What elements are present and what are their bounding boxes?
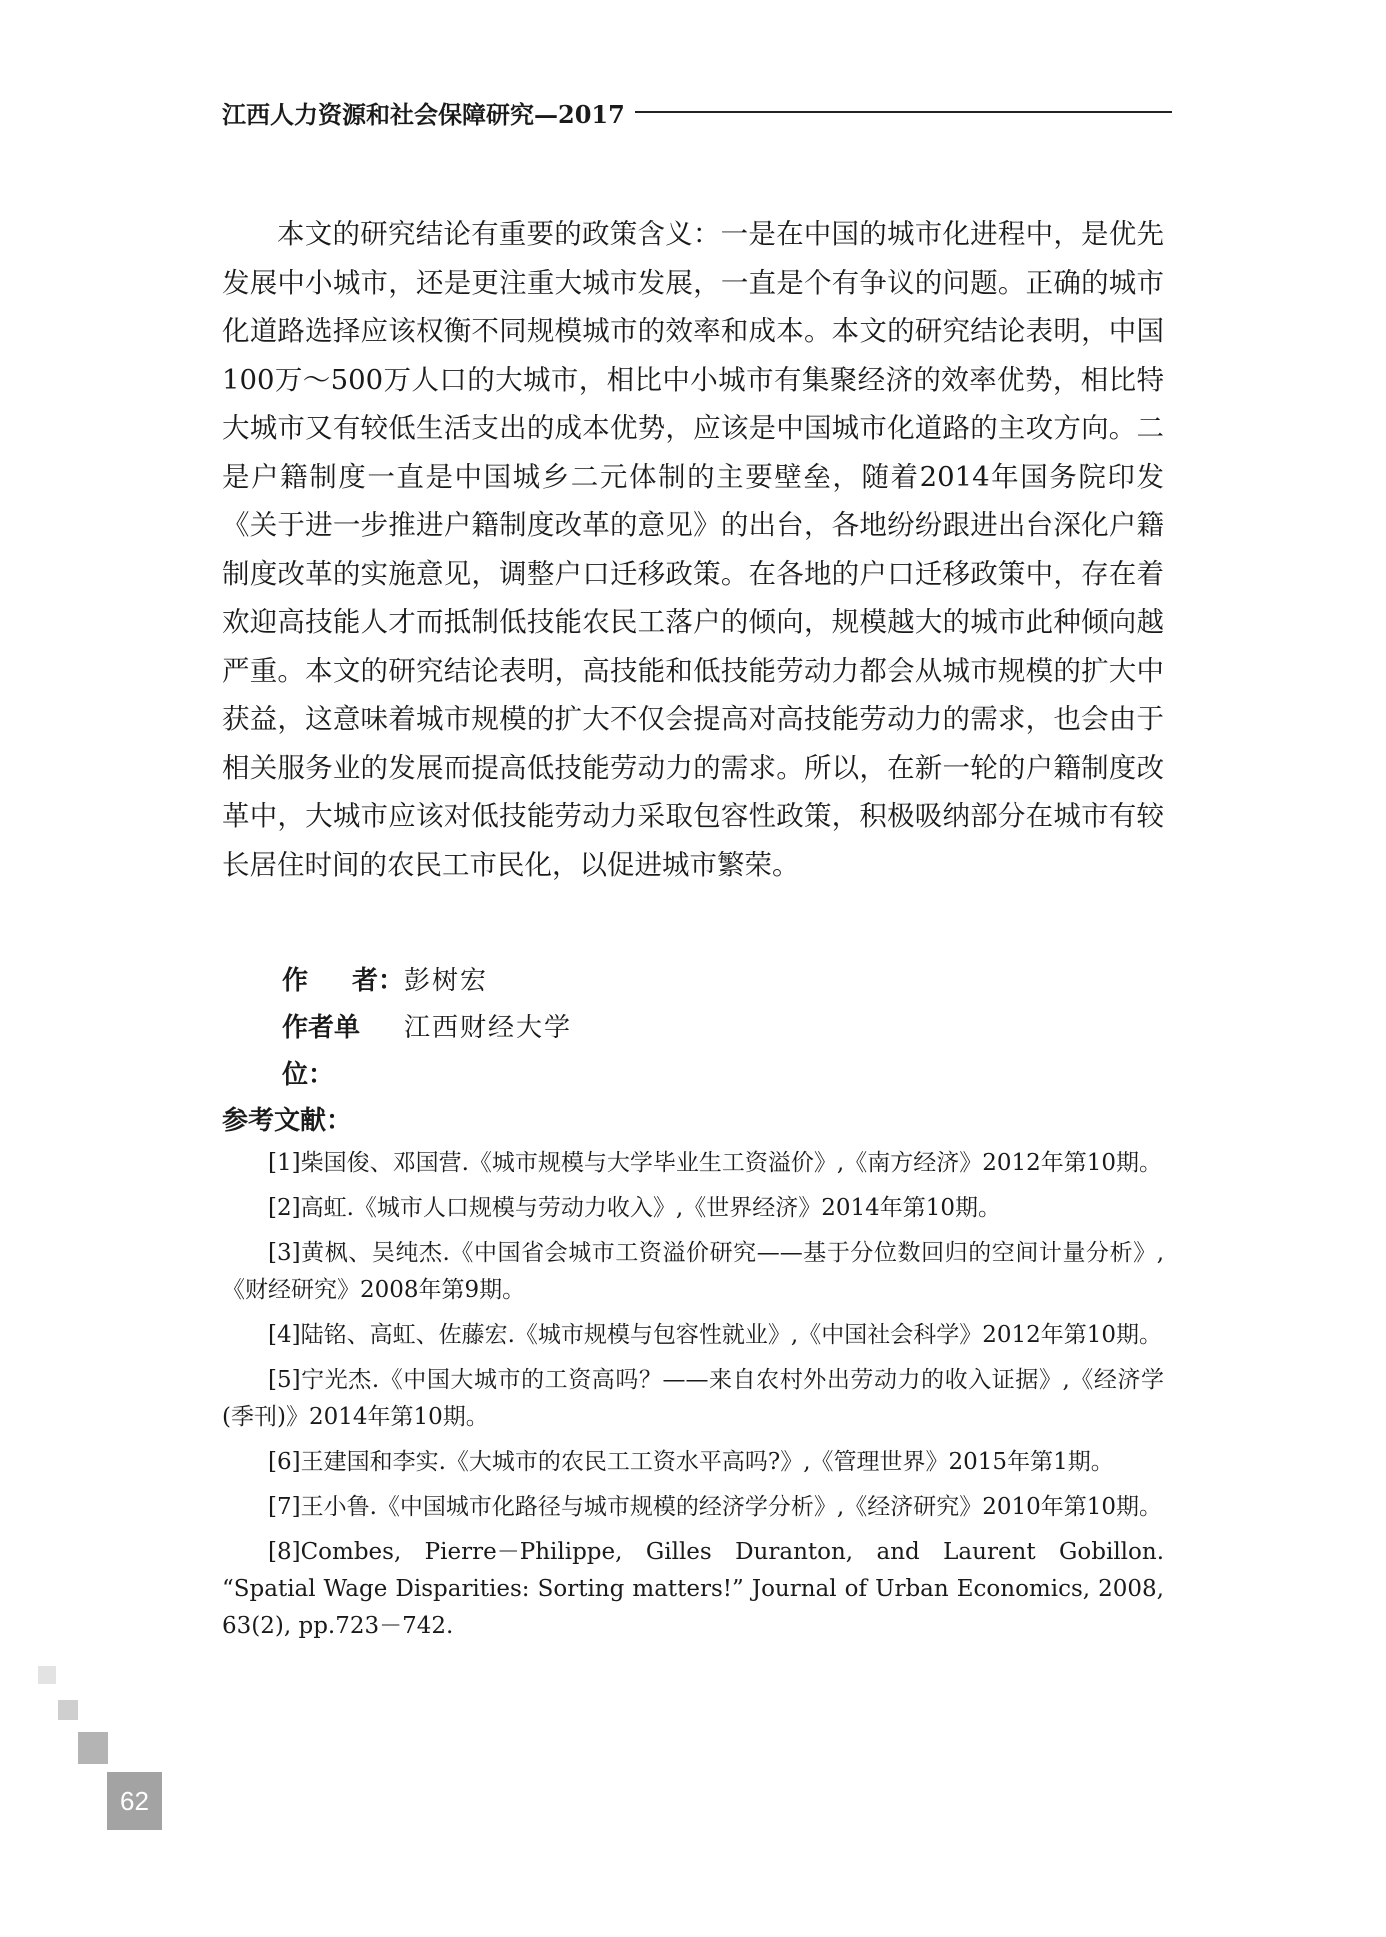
body-paragraph: 本文的研究结论有重要的政策含义：一是在中国的城市化进程中，是优先发展中小城市，还是更注重大城市发展，一直是个有争议的问题。正确的城市化道路选择应该权衡不同规模城市的效率和成本。本文的研究结论表明，中国100万～500万人口的大城市，相比中小城市有集聚经济的效率优势，相比特大城市又有较低生活支出的成本优势，应该是中国城市化道路的主攻方向。二是户籍制度一直是中国城乡二元体制的主要壁垒，随着2014年国务院印发《关于进一步推进户籍制度改革的意见》的出台，各地纷纷跟进出台深化户籍制度改革的实施意见，调整户口迁移政策。在各地的户口迁移政策中，存在着欢迎高技能人才而抵制低技能农民工落户的倾向，规模越大的城市此种倾向越严重。本文的研究结论表明，高技能和低技能劳动力都会从城市规模的扩大中获益，这意味着城市规模的扩大不仅会提高对高技能劳动力的需求，也会由于相关服务业的发展而提高低技能劳动力的需求。所以，在新一轮的户籍制度改革中，大城市应该对低技能劳动力采取包容性政策，积极吸纳部分在城市有较长居住时间的农民工市民化，以促进城市繁荣。 (222, 218, 1164, 881)
reference-item: [8]Combes, Pierre－Philippe, Gilles Duranton, and Laurent Gobillon. “Spatial Wage Disparities: Sorting matters!” Journal of Urban Economics, 2008, 63(2), pp.723－742. (222, 1539, 1164, 1639)
references-heading: 参考文献： (222, 1106, 353, 1136)
reference-item: [2]高虹.《城市人口规模与劳动力收入》,《世界经济》2014年第10期。 (268, 1195, 1002, 1221)
references-list (222, 1145, 1164, 1653)
page-number: 62 (107, 1772, 162, 1830)
affiliation-label: 作者单位： (282, 1013, 361, 1090)
decorative-square (78, 1732, 108, 1764)
author-label-part2: 者： (351, 966, 404, 996)
reference-item: [5]宁光杰.《中国大城市的工资高吗？——来自农村外出劳动力的收入证据》,《经济学(季刊)》2014年第10期。 (222, 1367, 1164, 1430)
reference-item: [3]黄枫、吴纯杰.《中国省会城市工资溢价研究——基于分位数回归的空间计量分析》,《财经研究》2008年第9期。 (222, 1240, 1164, 1303)
affiliation-value: 江西财经大学 (404, 1013, 573, 1043)
author-row (282, 958, 572, 1005)
reference-item: [1]柴国俊、邓国营.《城市规模与大学毕业生工资溢价》,《南方经济》2012年第10期。 (268, 1150, 1163, 1176)
author-label (282, 958, 404, 1005)
header-rule (635, 111, 1172, 113)
running-header-title: 江西人力资源和社会保障研究—2017 (222, 99, 625, 129)
running-header (222, 92, 1172, 132)
reference-item: [7]王小鲁.《中国城市化路径与城市规模的经济学分析》,《经济研究》2010年第10期。 (268, 1494, 1163, 1520)
body-text (222, 210, 1164, 889)
decorative-square (38, 1666, 56, 1684)
author-label-part1: 作 (282, 966, 309, 996)
affiliation-row (282, 1005, 572, 1099)
reference-item: [4]陆铭、高虹、佐藤宏.《城市规模与包容性就业》,《中国社会科学》2012年第10期。 (268, 1322, 1163, 1348)
author-name: 彭树宏 (404, 966, 489, 996)
reference-item: [6]王建国和李实.《大城市的农民工工资水平高吗?》,《管理世界》2015年第1期。 (268, 1449, 1114, 1475)
decorative-square (58, 1700, 78, 1720)
author-block (282, 958, 572, 1099)
